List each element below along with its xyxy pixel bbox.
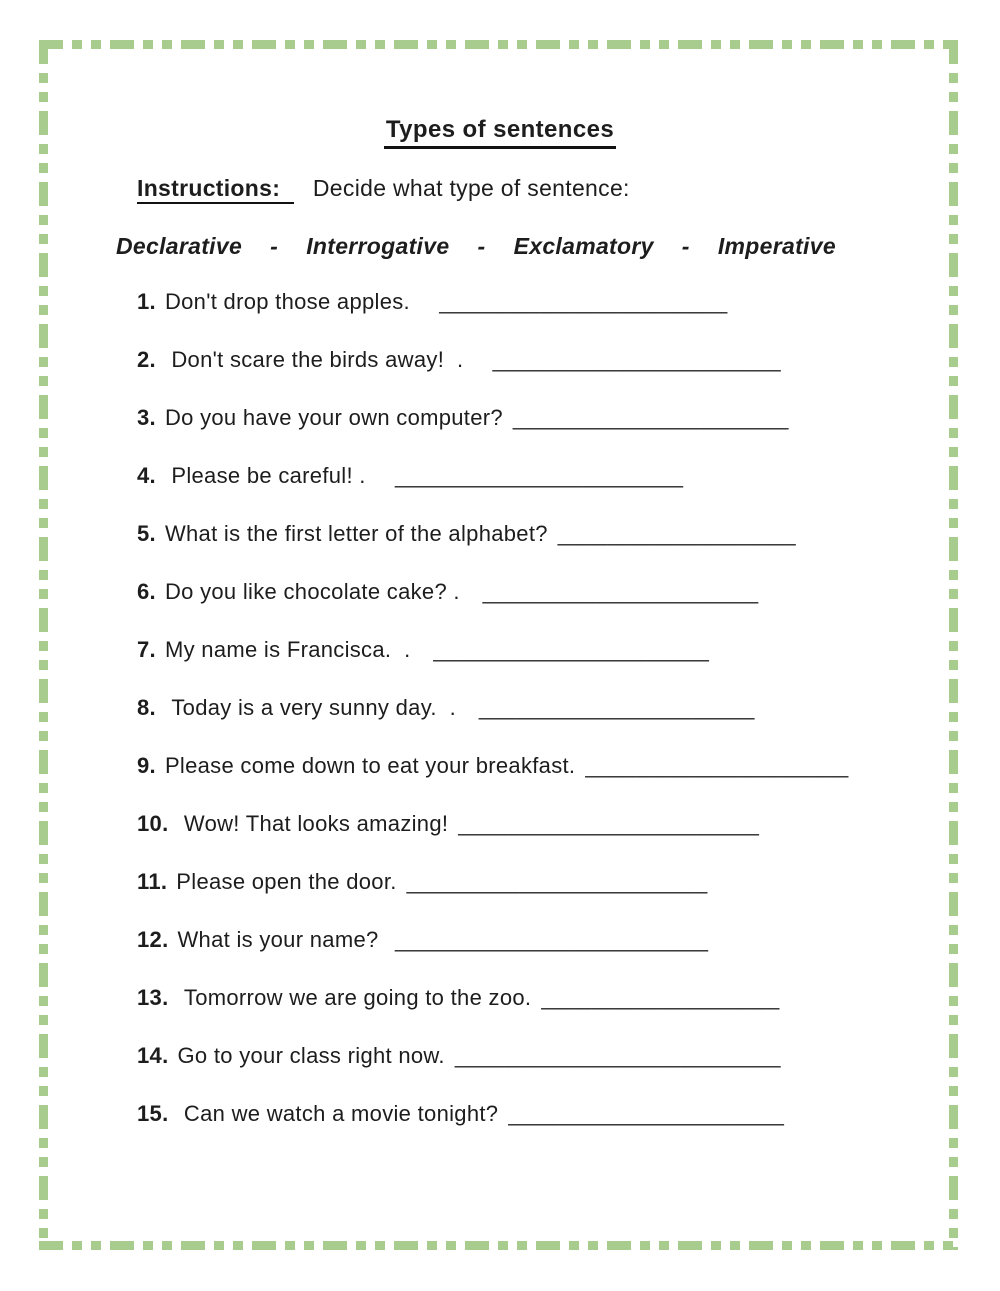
worksheet-item — [137, 1044, 849, 1068]
item-sentence: Please be careful! . — [164, 463, 366, 488]
instructions-row — [137, 175, 630, 202]
worksheet-item — [137, 406, 849, 430]
page-border-top — [39, 40, 958, 49]
answer-blank[interactable]: _______________________ — [473, 347, 781, 372]
item-number: 8. — [137, 695, 156, 720]
worksheet-item — [137, 1102, 849, 1126]
answer-blank[interactable]: __________________________ — [454, 1043, 781, 1068]
answer-blank[interactable]: _______________________ — [419, 289, 728, 314]
worksheet-item — [137, 696, 849, 720]
item-sentence: Do you like chocolate cake? . — [164, 579, 460, 604]
page-border-bottom — [39, 1241, 958, 1250]
worksheet-item — [137, 870, 849, 894]
item-sentence: Please come down to eat your breakfast. — [164, 753, 576, 778]
answer-blank[interactable]: ___________________ — [541, 985, 780, 1010]
item-number: 7. — [137, 637, 156, 662]
item-sentence: My name is Francisca. . — [164, 637, 411, 662]
item-number: 15. — [137, 1101, 169, 1126]
worksheet-item — [137, 522, 849, 546]
items-list — [137, 290, 849, 1160]
dash-separator: - — [681, 233, 690, 259]
answer-blank[interactable]: ______________________ — [512, 405, 789, 430]
item-number: 9. — [137, 753, 156, 778]
dash-separator: - — [477, 233, 486, 259]
item-number: 2. — [137, 347, 156, 372]
item-number: 3. — [137, 405, 156, 430]
instructions-label: Instructions: — [137, 175, 294, 204]
item-sentence: Today is a very sunny day. . — [164, 695, 457, 720]
item-sentence: What is your name? — [177, 927, 379, 952]
item-sentence: What is the first letter of the alphabet? — [164, 521, 548, 546]
type-imperative: Imperative — [717, 233, 836, 259]
worksheet-item — [137, 290, 849, 314]
worksheet-item — [137, 348, 849, 372]
item-number: 1. — [137, 289, 156, 314]
title-row — [0, 116, 1000, 149]
item-number: 12. — [137, 927, 169, 952]
item-number: 11. — [137, 869, 168, 894]
page-border-right — [949, 40, 958, 1250]
worksheet-item — [137, 986, 849, 1010]
item-sentence: Wow! That looks amazing! — [177, 811, 449, 836]
answer-blank[interactable]: ______________________ — [466, 695, 755, 720]
worksheet-item — [137, 928, 849, 952]
dash-separator: - — [270, 233, 279, 259]
item-sentence: Can we watch a movie tonight? — [177, 1101, 499, 1126]
answer-blank[interactable]: _____________________ — [585, 753, 849, 778]
sentence-types-row — [116, 233, 836, 260]
worksheet-title: Types of sentences — [384, 116, 616, 149]
worksheet-item — [137, 638, 849, 662]
answer-blank[interactable]: _______________________ — [375, 463, 684, 488]
answer-blank[interactable]: ________________________ — [458, 811, 760, 836]
item-sentence: Don't drop those apples. — [164, 289, 410, 314]
answer-blank[interactable]: ___________________ — [557, 521, 796, 546]
answer-blank[interactable]: _________________________ — [388, 927, 709, 952]
item-sentence: Do you have your own computer? — [164, 405, 503, 430]
instructions-text: Decide what type of sentence: — [312, 175, 630, 201]
item-number: 10. — [137, 811, 169, 836]
item-number: 6. — [137, 579, 156, 604]
item-sentence: Don't scare the birds away! . — [164, 347, 464, 372]
answer-blank[interactable]: ______________________ — [420, 637, 710, 662]
answer-blank[interactable]: ______________________ — [508, 1101, 785, 1126]
type-interrogative: Interrogative — [306, 233, 450, 259]
worksheet-item — [137, 464, 849, 488]
item-number: 5. — [137, 521, 156, 546]
item-number: 14. — [137, 1043, 169, 1068]
item-number: 4. — [137, 463, 156, 488]
type-exclamatory: Exclamatory — [513, 233, 654, 259]
answer-blank[interactable]: ________________________ — [406, 869, 708, 894]
worksheet-item — [137, 580, 849, 604]
item-number: 13. — [137, 985, 169, 1010]
item-sentence: Please open the door. — [176, 869, 397, 894]
type-declarative: Declarative — [116, 233, 243, 259]
page-border-left — [39, 40, 48, 1250]
worksheet-item — [137, 812, 849, 836]
item-sentence: Go to your class right now. — [177, 1043, 445, 1068]
answer-blank[interactable]: ______________________ — [469, 579, 759, 604]
worksheet-item — [137, 754, 849, 778]
item-sentence: Tomorrow we are going to the zoo. — [177, 985, 532, 1010]
